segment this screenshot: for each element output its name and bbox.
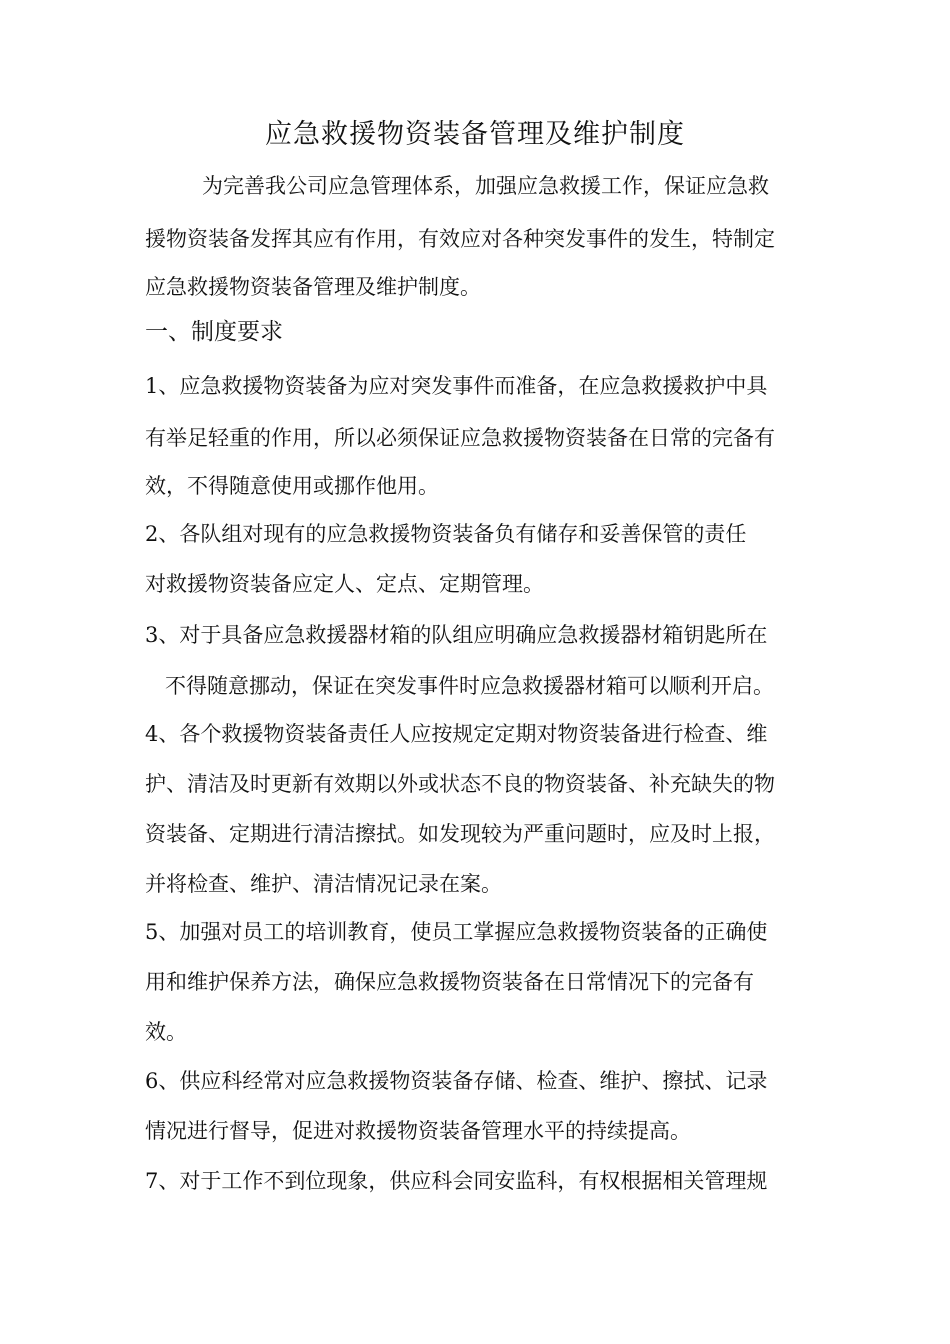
paragraph-line: 情况进行督导，促进对救援物资装备管理水平的持续提高。: [145, 1119, 691, 1143]
paragraph-line: 并将检查、维护、清洁情况记录在案。: [145, 872, 502, 896]
paragraph-line: 有举足轻重的作用，所以必须保证应急救援物资装备在日常的完备有: [145, 426, 775, 450]
paragraph-line: 1、应急救援物资装备为应对突发事件而准备，在应急救援救护中具: [145, 374, 768, 398]
paragraph-line: 效。: [145, 1020, 187, 1044]
paragraph-line: 2、各队组对现有的应急救援物资装备负有储存和妥善保管的责任: [145, 522, 747, 546]
paragraph-line: 效，不得随意使用或挪作他用。: [145, 474, 439, 498]
section-heading: 一、制度要求: [145, 319, 283, 345]
paragraph-line: 6、供应科经常对应急救援物资装备存储、检查、维护、擦拭、记录: [145, 1069, 768, 1093]
paragraph-line: 3、对于具备应急救援器材箱的队组应明确应急救援器材箱钥匙所在: [145, 623, 768, 647]
paragraph-line: 护、清洁及时更新有效期以外或状态不良的物资装备、补充缺失的物: [145, 772, 775, 796]
paragraph-line: 对救援物资装备应定人、定点、定期管理。: [145, 572, 544, 596]
paragraph-line: 为完善我公司应急管理体系，加强应急救援工作，保证应急救: [202, 174, 769, 198]
paragraph-line: 4、各个救援物资装备责任人应按规定定期对物资装备进行检查、维: [145, 722, 768, 746]
paragraph-line: 用和维护保养方法，确保应急救援物资装备在日常情况下的完备有: [145, 970, 754, 994]
paragraph-line: 5、加强对员工的培训教育，使员工掌握应急救援物资装备的正确使: [145, 920, 768, 944]
paragraph-line: 资装备、定期进行清洁擦拭。如发现较为严重问题时，应及时上报，: [145, 822, 775, 846]
paragraph-line: 应急救援物资装备管理及维护制度。: [145, 275, 481, 299]
paragraph-line: 不得随意挪动，保证在突发事件时应急救援器材箱可以顺利开启。: [165, 674, 774, 698]
document-title: 应急救援物资装备管理及维护制度: [265, 119, 685, 150]
paragraph-line: 7、对于工作不到位现象，供应科会同安监科，有权根据相关管理规: [145, 1169, 768, 1193]
paragraph-line: 援物资装备发挥其应有作用，有效应对各种突发事件的发生，特制定: [145, 227, 775, 251]
